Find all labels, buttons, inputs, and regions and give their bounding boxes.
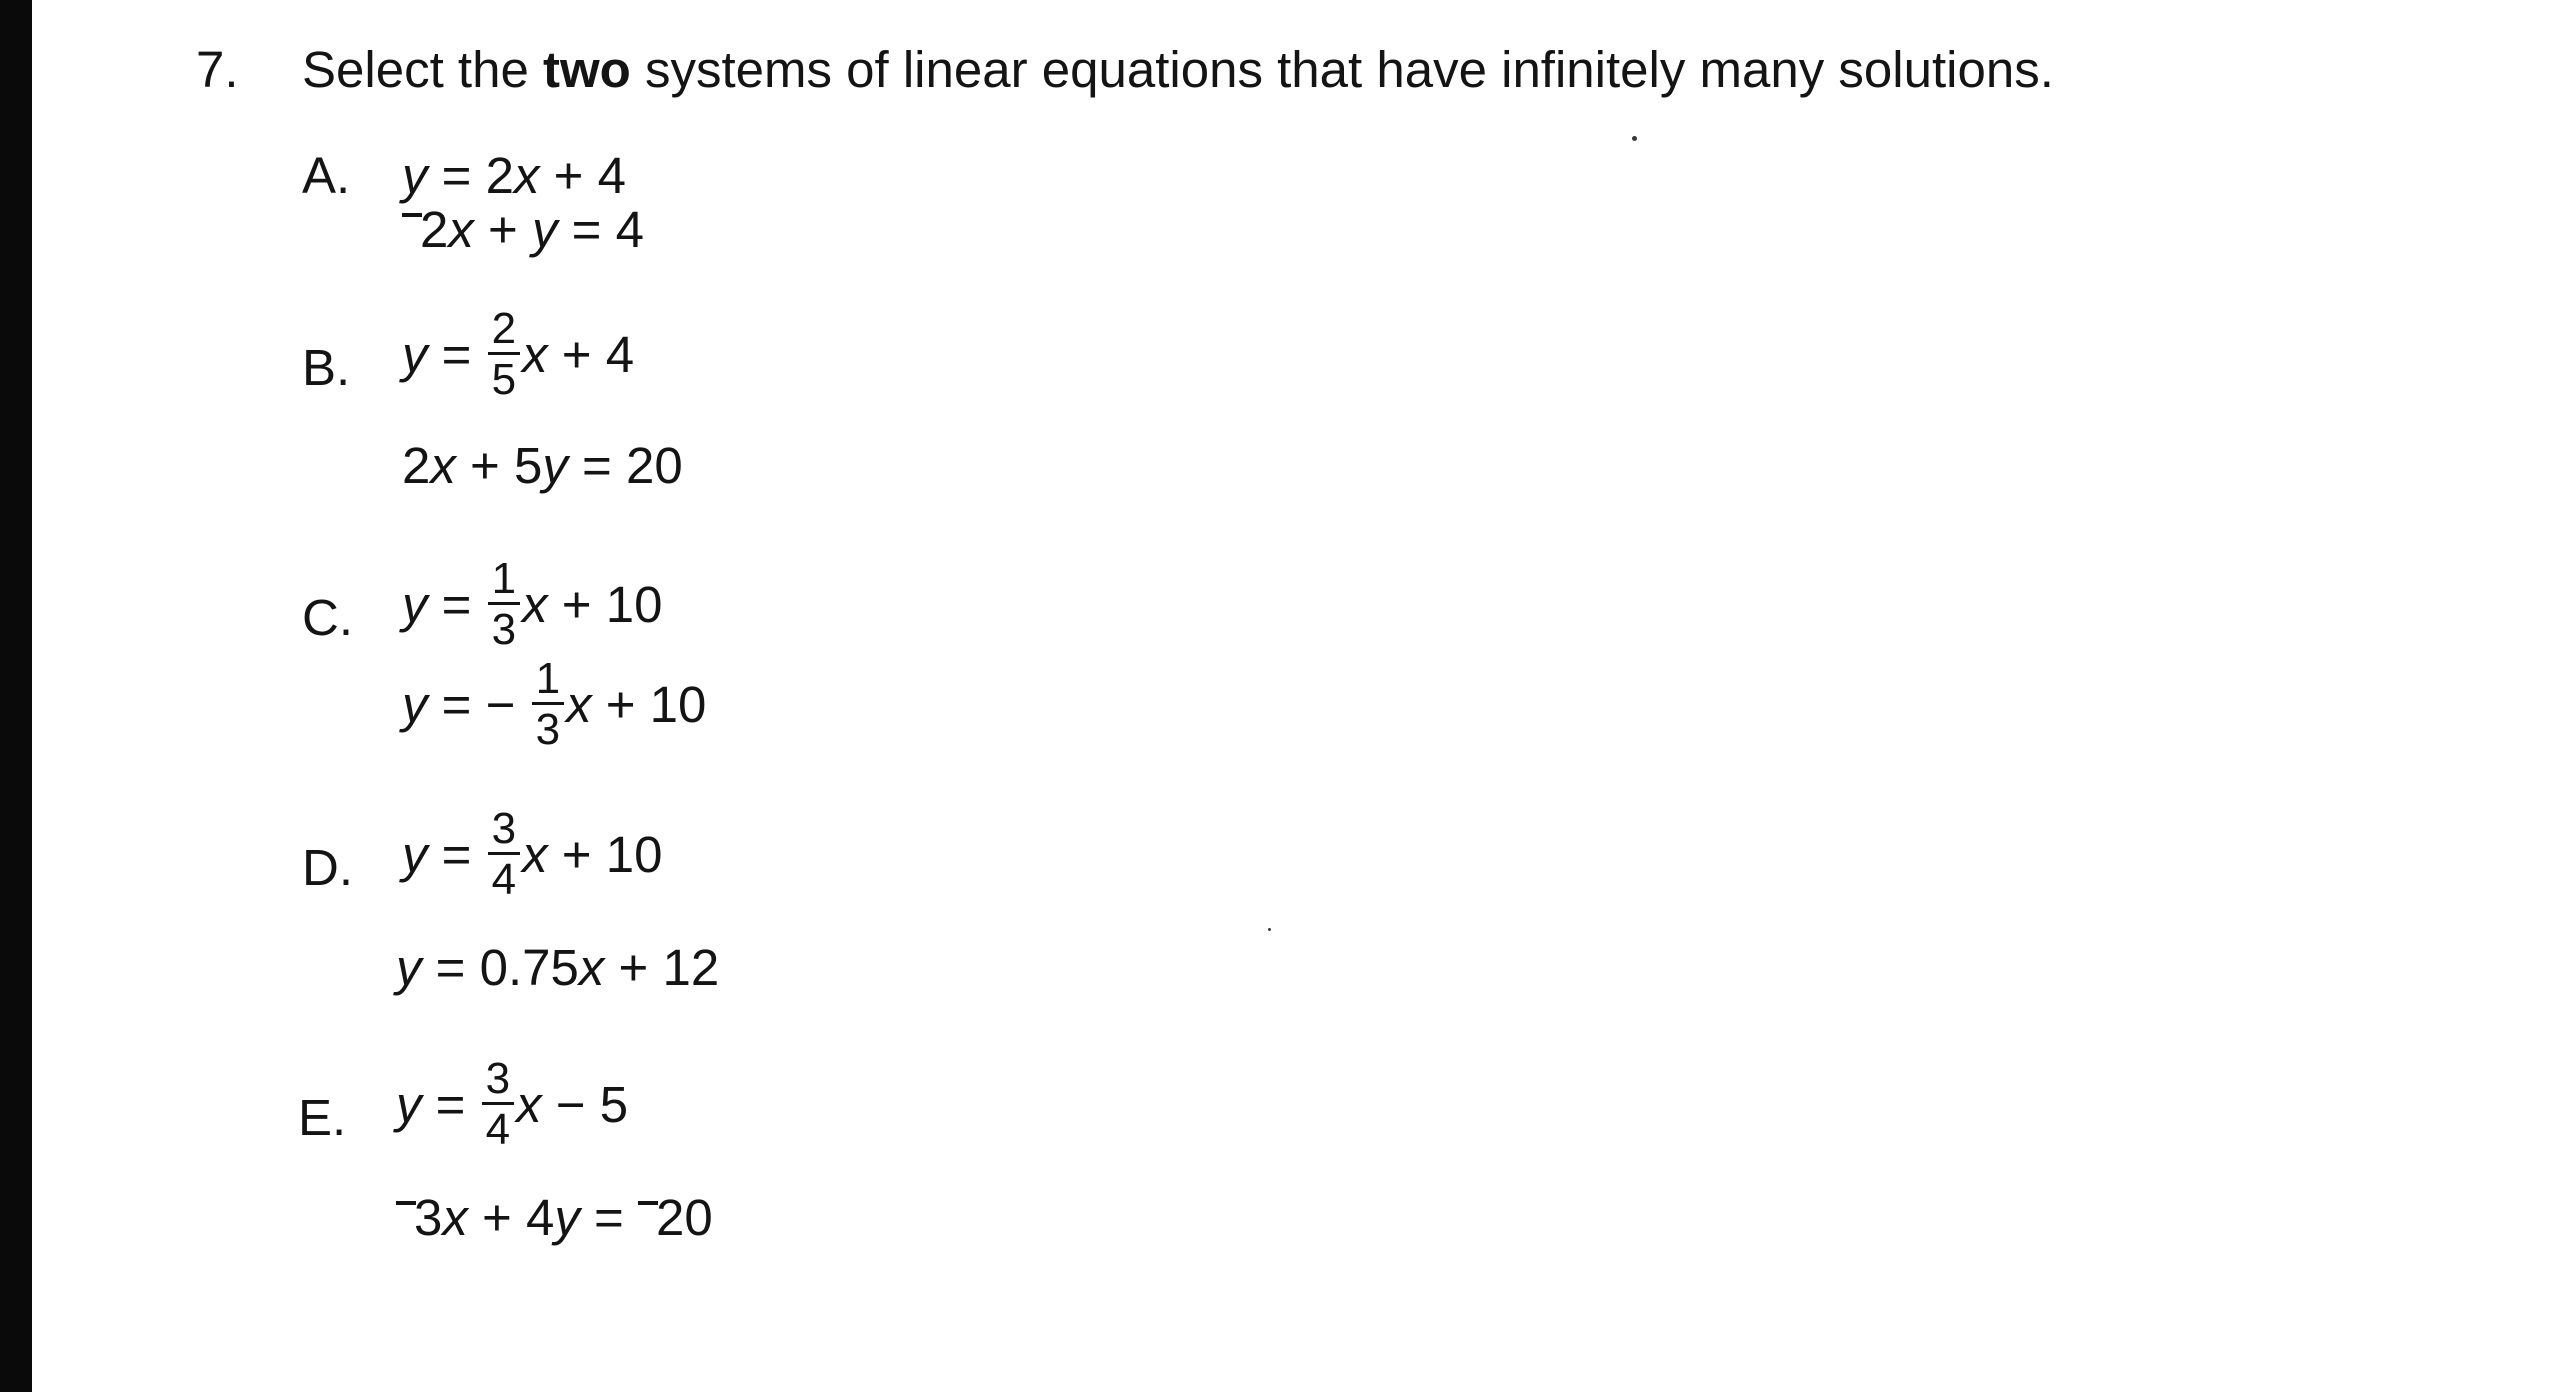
question-text-before: Select the — [302, 41, 543, 98]
option-c-letter: C. — [302, 589, 353, 646]
option-a-letter: A. — [302, 147, 351, 204]
fraction-denominator: 4 — [491, 855, 517, 904]
var-y: y — [396, 939, 422, 996]
fraction — [488, 556, 520, 653]
option-a-equation-1 — [402, 146, 626, 206]
var-y: y — [402, 325, 428, 383]
expr: = − — [427, 675, 530, 733]
fraction — [532, 656, 564, 753]
fraction — [482, 1056, 514, 1153]
var-y: y — [402, 575, 428, 633]
fraction-numerator: 1 — [488, 556, 520, 605]
var-x: x — [522, 325, 548, 383]
option-e-letter: E. — [298, 1089, 347, 1146]
expr: = 4 — [557, 201, 644, 258]
fraction-denominator: 4 — [485, 1105, 511, 1154]
option-e-equation-2 — [396, 1188, 713, 1248]
fraction — [488, 806, 520, 903]
var-x: x — [522, 575, 548, 633]
option-b-equation-1 — [402, 304, 635, 407]
var-y: y — [402, 825, 428, 883]
option-b-letter: B. — [302, 339, 351, 396]
expr: + 10 — [547, 575, 663, 633]
var-y: y — [542, 437, 568, 494]
expr: + — [473, 201, 532, 258]
var-x: x — [442, 1189, 468, 1246]
option-b-equation-2 — [402, 436, 683, 496]
fraction — [488, 306, 520, 403]
fraction-numerator: 3 — [482, 1056, 514, 1105]
scan-speck — [1268, 928, 1271, 931]
option-e-equation-1 — [396, 1054, 629, 1157]
option-c-equation-1 — [402, 554, 663, 657]
var-y: y — [402, 147, 428, 204]
var-y: y — [532, 201, 558, 258]
option-d-equation-1 — [402, 804, 663, 907]
var-x: x — [430, 437, 456, 494]
var-y: y — [402, 675, 428, 733]
expr: + 4 — [547, 325, 635, 383]
constant: 20 — [656, 1189, 713, 1246]
fraction-numerator: 1 — [532, 656, 564, 705]
fraction-denominator: 3 — [491, 605, 517, 654]
expr: + 12 — [604, 939, 720, 996]
var-x: x — [448, 201, 474, 258]
question-text — [302, 38, 2054, 102]
expr: = — [427, 325, 486, 383]
coefficient: 3 — [414, 1189, 443, 1246]
scan-speck — [1632, 136, 1637, 141]
scan-edge-shadow — [0, 0, 32, 1392]
expr: = — [421, 1075, 480, 1133]
var-y: y — [554, 1189, 580, 1246]
coefficient: 2 — [420, 201, 449, 258]
expr: = 2 — [427, 147, 514, 204]
question-text-after: systems of linear equations that have infinitely many solutions. — [630, 41, 2054, 98]
var-x: x — [578, 939, 605, 996]
expr: = — [427, 575, 486, 633]
expr: + 5 — [455, 437, 543, 494]
coefficient: 2 — [402, 437, 431, 494]
option-d-letter: D. — [302, 839, 353, 896]
option-c-equation-2 — [402, 654, 707, 757]
fraction-numerator: 2 — [488, 306, 520, 355]
var-x: x — [514, 147, 540, 204]
expr: + 4 — [467, 1189, 555, 1246]
expr: − 5 — [541, 1075, 629, 1133]
var-x: x — [516, 1075, 542, 1133]
fraction-denominator: 3 — [535, 705, 561, 754]
expr: = — [579, 1189, 638, 1246]
expr: + 10 — [547, 825, 663, 883]
expr: + 10 — [591, 675, 707, 733]
var-y: y — [396, 1075, 422, 1133]
fraction-denominator: 5 — [491, 355, 517, 404]
expr: = — [427, 825, 486, 883]
option-d-equation-2 — [396, 938, 719, 998]
question-text-bold: two — [542, 41, 631, 98]
question-number: 7. — [196, 41, 239, 98]
expr: + 4 — [539, 147, 626, 204]
option-a-equation-2 — [402, 200, 644, 260]
expr: = 0.75 — [421, 939, 579, 996]
var-x: x — [522, 825, 548, 883]
expr: = 20 — [567, 437, 683, 494]
var-x: x — [566, 675, 592, 733]
fraction-numerator: 3 — [488, 806, 520, 855]
